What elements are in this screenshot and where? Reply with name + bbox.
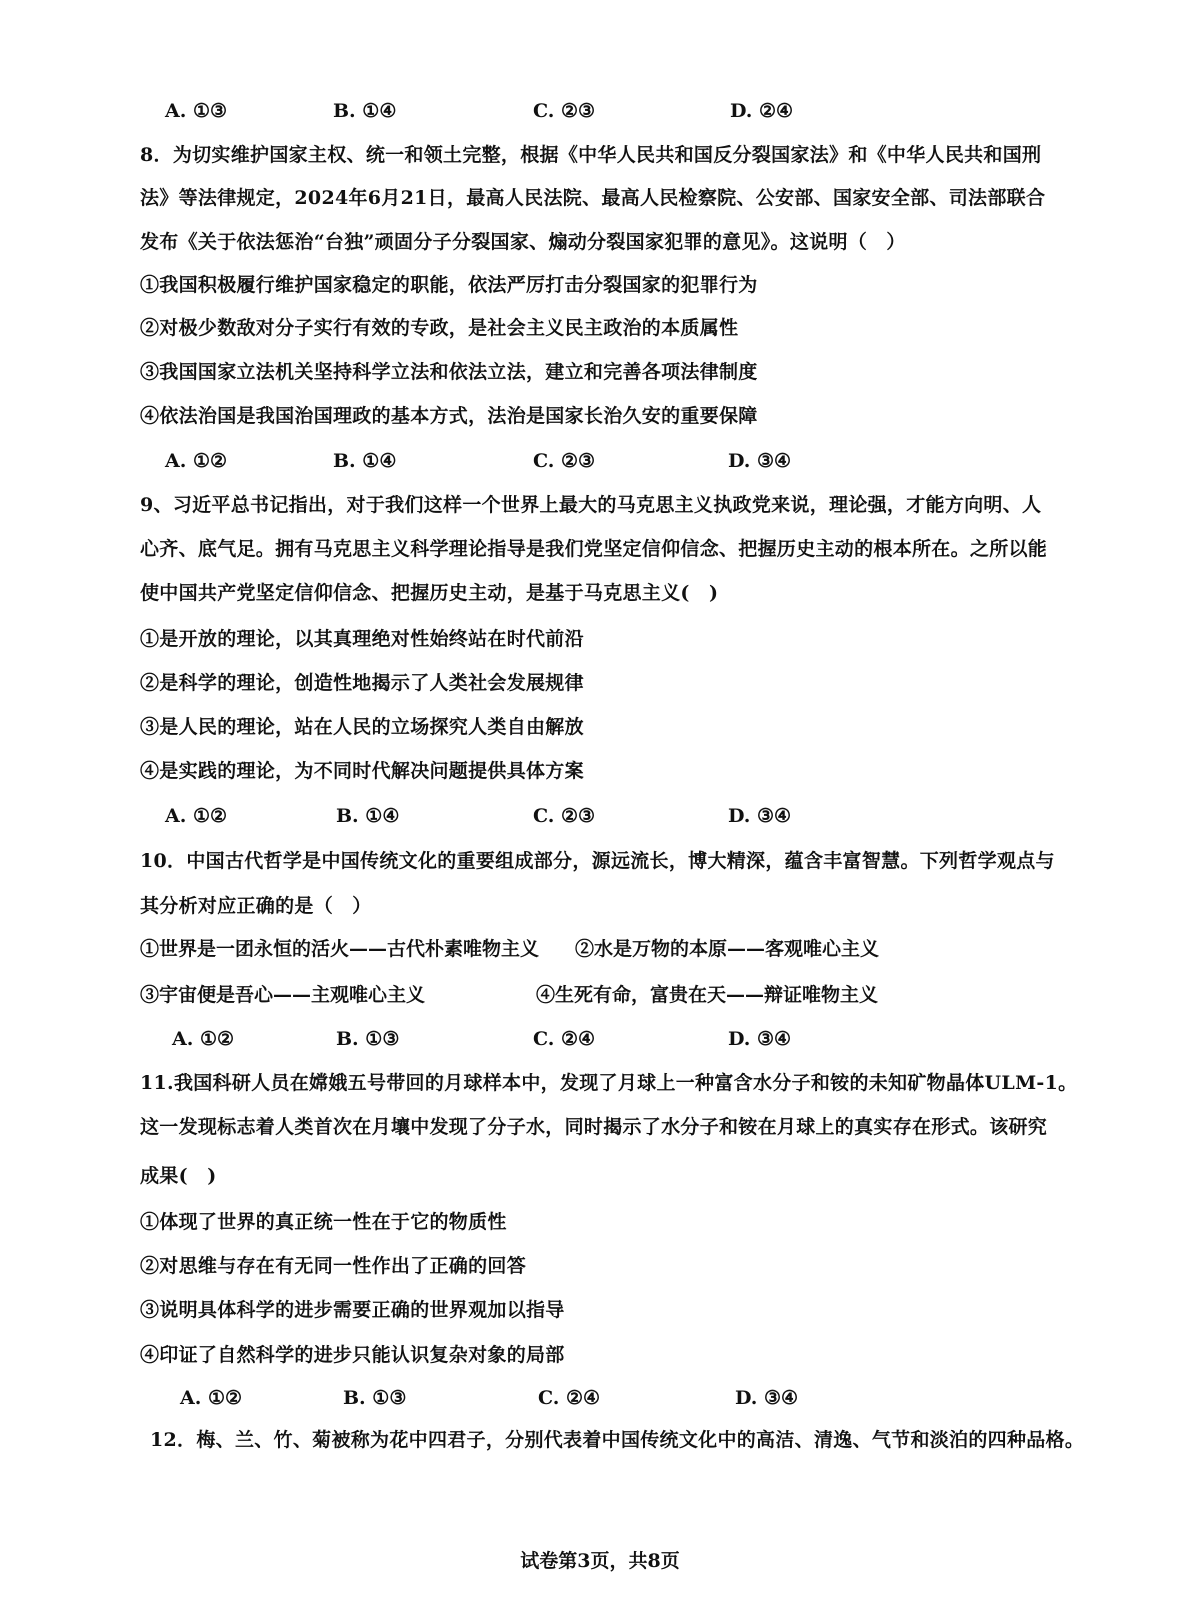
question-11-statement-1: ①体现了世界的真正统一性在于它的物质性	[140, 1211, 507, 1233]
question-11-statement-2: ②对思维与存在有无同一性作出了正确的回答	[140, 1255, 527, 1277]
question-9-statement-3: ③是人民的理论，站在人民的立场探究人类自由解放	[140, 716, 584, 738]
question-9-stem-line-2: 心齐、底气足。拥有马克思主义科学理论指导是我们党坚定信仰信念、把握历史主动的根本所在。之所以能	[140, 538, 1048, 560]
question-9-statement-2: ②是科学的理论，创造性地揭示了人类社会发展规律	[140, 672, 584, 694]
option-d[interactable]: D. ③④	[728, 1028, 792, 1050]
question-11-statement-3: ③说明具体科学的进步需要正确的世界观加以指导	[140, 1299, 565, 1321]
question-8-statement-2: ②对极少数敌对分子实行有效的专政，是社会主义民主政治的本质属性	[140, 317, 739, 339]
question-8-stem-line-1: 8．为切实维护国家主权、统一和领土完整，根据《中华人民共和国反分裂国家法》和《中华人民共和国刑	[140, 144, 1042, 166]
option-d[interactable]: D. ③④	[735, 1387, 799, 1409]
question-10-statement-3: ③宇宙便是吾心——主观唯心主义	[140, 984, 426, 1006]
question-8-statement-1: ①我国积极履行维护国家稳定的职能，依法严厉打击分裂国家的犯罪行为	[140, 274, 758, 296]
option-b[interactable]: B. ①④	[336, 805, 400, 827]
option-b[interactable]: B. ①③	[336, 1028, 400, 1050]
option-c[interactable]: C. ②③	[533, 805, 596, 827]
option-c[interactable]: C. ②④	[538, 1387, 601, 1409]
option-d[interactable]: D. ②④	[730, 100, 794, 122]
question-10-stem-line-2: 其分析对应正确的是（ ）	[140, 895, 372, 917]
option-c[interactable]: C. ②④	[533, 1028, 596, 1050]
question-10-statement-4: ④生死有命，富贵在天——辩证唯物主义	[536, 984, 879, 1006]
option-b[interactable]: B. ①③	[343, 1387, 407, 1409]
question-11-stem-line-1: 11.我国科研人员在嫦娥五号带回的月球样本中，发现了月球上一种富含水分子和铵的未知矿物晶体ULM-1。	[140, 1072, 1078, 1094]
question-9-statement-4: ④是实践的理论，为不同时代解决问题提供具体方案	[140, 760, 584, 782]
option-b[interactable]: B. ①④	[333, 100, 397, 122]
page-footer: 试卷第3页，共8页	[520, 1550, 680, 1572]
option-b[interactable]: B. ①④	[333, 450, 397, 472]
option-a[interactable]: A. ①②	[172, 1028, 235, 1050]
question-8-statement-3: ③我国国家立法机关坚持科学立法和依法立法，建立和完善各项法律制度	[140, 361, 758, 383]
question-10-statement-1: ①世界是一团永恒的活火——古代朴素唯物主义	[140, 938, 540, 960]
option-c[interactable]: C. ②③	[533, 100, 596, 122]
option-c[interactable]: C. ②③	[533, 450, 596, 472]
question-9-statement-1: ①是开放的理论，以其真理绝对性始终站在时代前沿	[140, 628, 584, 650]
question-11-stem-line-2: 这一发现标志着人类首次在月壤中发现了分子水，同时揭示了水分子和铵在月球上的真实存在形式。该研究	[140, 1116, 1048, 1138]
option-a[interactable]: A. ①②	[180, 1387, 243, 1409]
question-10-statement-2: ②水是万物的本原——客观唯心主义	[575, 938, 880, 960]
question-11-stem-line-3: 成果( )	[140, 1165, 217, 1187]
question-10-stem-line-1: 10．中国古代哲学是中国传统文化的重要组成部分，源远流长，博大精深，蕴含丰富智慧。下列哲学观点与	[140, 850, 1055, 872]
option-a[interactable]: A. ①②	[165, 805, 228, 827]
option-a[interactable]: A. ①②	[165, 450, 228, 472]
question-9-stem-line-3: 使中国共产党坚定信仰信念、把握历史主动，是基于马克思主义( )	[140, 582, 719, 604]
option-a[interactable]: A. ①③	[165, 100, 228, 122]
question-11-statement-4: ④印证了自然科学的进步只能认识复杂对象的局部	[140, 1344, 565, 1366]
option-d[interactable]: D. ③④	[728, 805, 792, 827]
question-8-stem-line-3: 发布《关于依法惩治“台独”顽固分子分裂国家、煽动分裂国家犯罪的意见》。这说明（ ）	[140, 231, 906, 253]
option-d[interactable]: D. ③④	[728, 450, 792, 472]
question-8-stem-line-2: 法》等法律规定，2024年6月21日，最高人民法院、最高人民检察院、公安部、国家安全部、司法部联合	[140, 187, 1046, 209]
question-9-stem-line-1: 9、习近平总书记指出，对于我们这样一个世界上最大的马克思主义执政党来说，理论强，才能方向明、人	[140, 494, 1042, 516]
question-8-statement-4: ④依法治国是我国治国理政的基本方式，法治是国家长治久安的重要保障	[140, 405, 758, 427]
question-12-stem-line-1: 12．梅、兰、竹、菊被称为花中四君子，分别代表着中国传统文化中的高洁、清逸、气节和淡泊的四种品格。	[150, 1429, 1085, 1451]
